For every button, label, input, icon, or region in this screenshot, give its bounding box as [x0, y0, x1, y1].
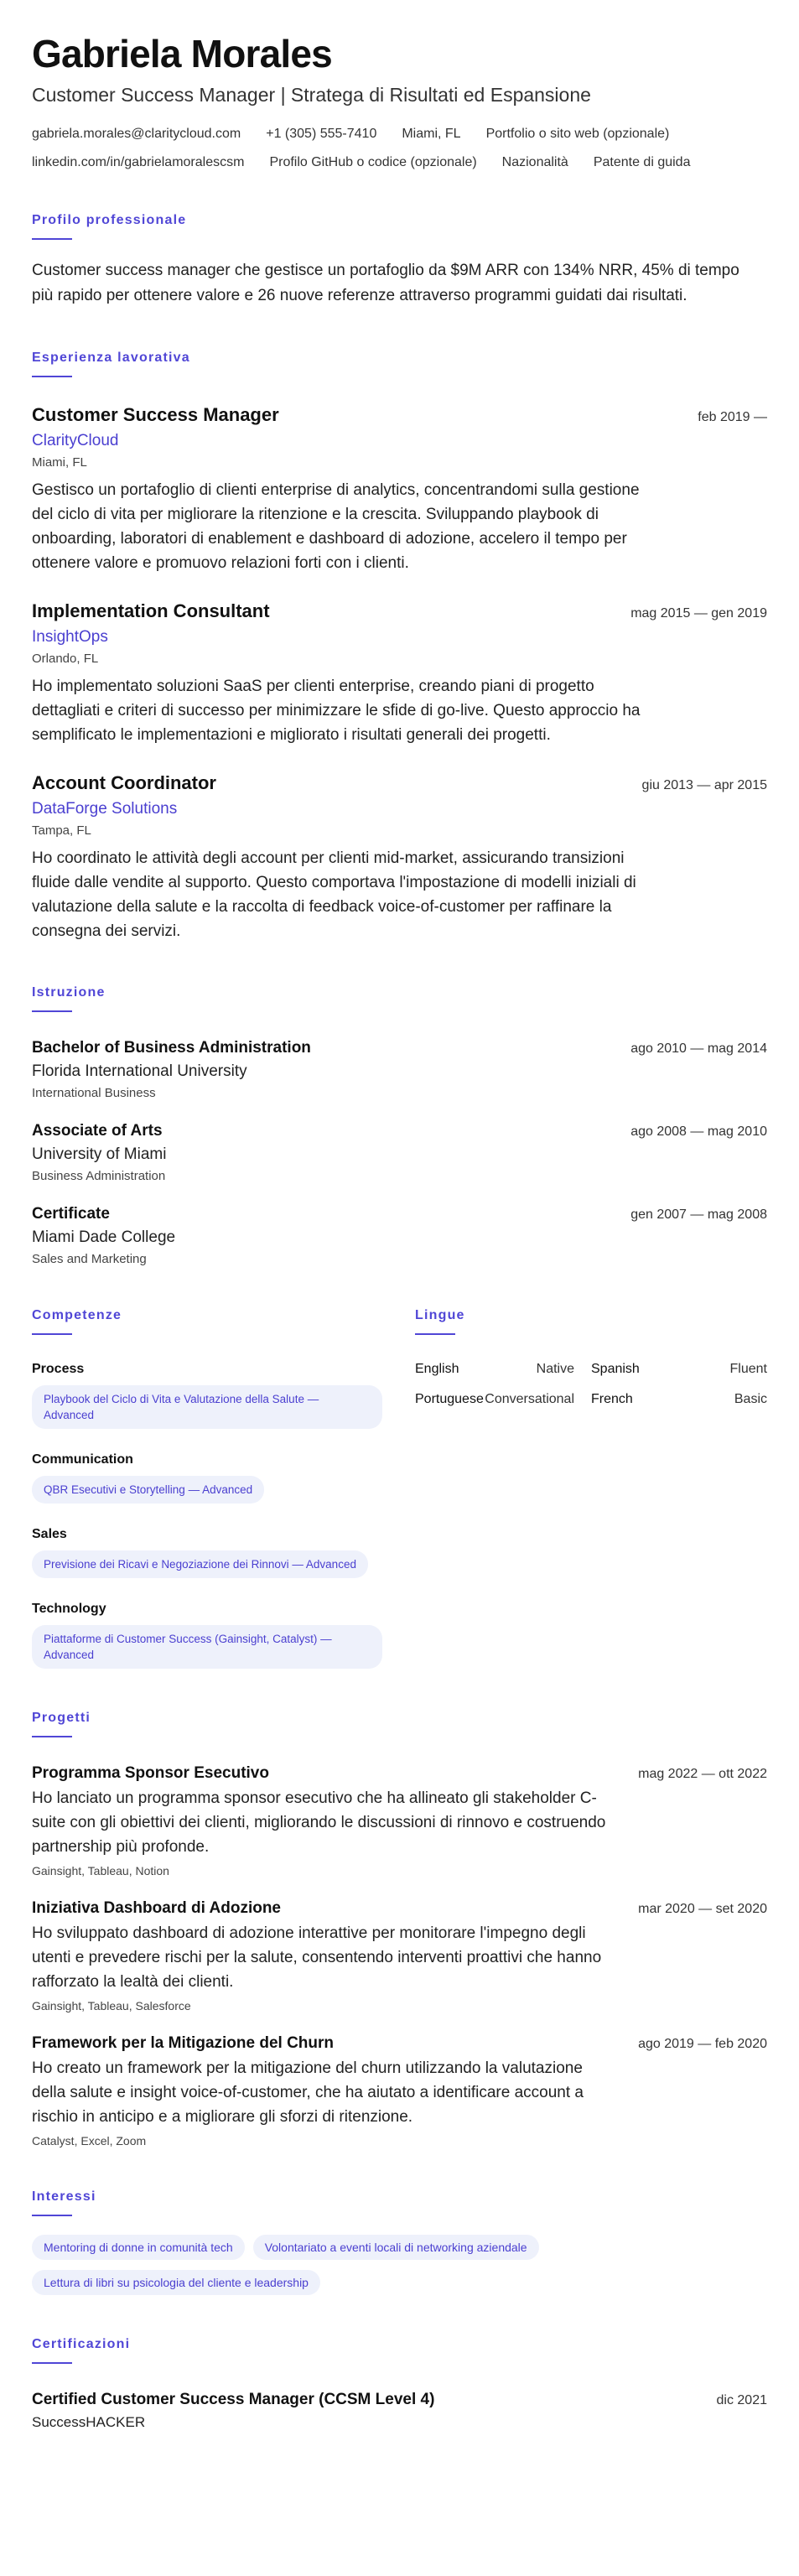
project-entry: [32, 2034, 767, 2148]
job-entry: [32, 404, 767, 575]
section-divider: [32, 376, 72, 377]
contact-portfolio[interactable]: Portfolio o sito web (opzionale): [485, 127, 670, 141]
candidate-name: Gabriela Morales: [32, 32, 332, 75]
job-company[interactable]: DataForge Solutions: [32, 800, 178, 818]
interest-pill: Volontariato a eventi locali di networking aziendale: [253, 2235, 539, 2260]
project-date: mar 2020 — set 2020: [638, 1902, 767, 1916]
contact-location: Miami, FL: [402, 127, 461, 141]
job-role: Customer Success Manager: [32, 404, 279, 425]
project-name: Programma Sponsor Esecutivo: [32, 1764, 269, 1782]
contact-github[interactable]: Profilo GitHub o codice (opzionale): [269, 155, 477, 169]
candidate-headline: Customer Success Manager | Stratega di Risultati ed Espansione: [32, 84, 591, 106]
contact-driving-license: Patente di guida: [593, 155, 691, 169]
section-divider: [32, 1010, 72, 1012]
skill-category: Sales: [32, 1527, 67, 1541]
certification-issuer: SuccessHACKER: [32, 2414, 146, 2430]
job-description: Gestisco un portafoglio di clienti enterprise di analytics, concentrandomi sulla gestione del ciclo di vita per migliorare la ritenzione e la crescita. Sviluppando playbook di onboarding, laboratori di enablement e dashboard di adozione, accelero il tempo per ottenere valore e promuovo relazioni forti con i clienti.: [32, 481, 640, 572]
education-date: ago 2008 — mag 2010: [630, 1124, 767, 1139]
certification-date: dic 2021: [716, 2393, 767, 2407]
project-date: mag 2022 — ott 2022: [638, 1767, 767, 1781]
resume-header: [32, 30, 767, 171]
language-item: [415, 1362, 591, 1377]
skill-group: [32, 1527, 382, 1578]
contact-linkedin[interactable]: linkedin.com/in/gabrielamoralescsm: [32, 155, 245, 169]
skill-pill: Previsione dei Ricavi e Negoziazione dei Rinnovi — Advanced: [32, 1550, 368, 1578]
skill-pill: QBR Esecutivi e Storytelling — Advanced: [32, 1476, 264, 1504]
interest-pill: Mentoring di donne in comunità tech: [32, 2235, 245, 2260]
job-role: Account Coordinator: [32, 772, 216, 793]
language-level: Conversational: [485, 1392, 574, 1406]
job-date: feb 2019 —: [698, 410, 767, 424]
language-item: [591, 1362, 767, 1377]
job-description: Ho coordinato le attività degli account per clienti mid-market, assicurando transizioni fluide dalle vendite al supporto. Questo comportava l'impostazione di modelli iniziali di valutazione della salute e la raccolta di feedback voice-of-customer per raffinare la consegna dei servizi.: [32, 849, 636, 940]
job-company[interactable]: ClarityCloud: [32, 432, 119, 449]
section-divider: [32, 2215, 72, 2216]
education-field: Business Administration: [32, 1169, 166, 1183]
education-date: ago 2010 — mag 2014: [630, 1041, 767, 1056]
section-divider: [415, 1333, 455, 1335]
education-school: Florida International University: [32, 1062, 247, 1080]
language-list: [415, 1362, 767, 1407]
section-divider: [32, 1736, 72, 1737]
section-title: Interessi: [32, 2189, 96, 2204]
education-section: [32, 985, 767, 1266]
contact-list: [32, 126, 753, 171]
education-field: International Business: [32, 1086, 156, 1100]
education-degree: Certificate: [32, 1205, 110, 1223]
job-entry: [32, 600, 767, 747]
skill-group: [32, 1452, 382, 1504]
education-entry: [32, 1205, 767, 1266]
section-divider: [32, 1333, 72, 1335]
summary-section: [32, 213, 767, 309]
project-tech: Catalyst, Excel, Zoom: [32, 2134, 147, 2148]
section-title: Competenze: [32, 1308, 122, 1322]
language-name: French: [591, 1392, 633, 1406]
project-description: Ho creato un framework per la mitigazione del churn utilizzando la valutazione della salute e insight voice-of-customer, che ha aiutato a identificare account a rischio in anticipo e a migliorare gli sforzi di ritenzione.: [32, 2059, 584, 2126]
language-level: Fluent: [729, 1362, 767, 1376]
skill-category: Communication: [32, 1452, 133, 1467]
language-item: [591, 1392, 767, 1407]
project-date: ago 2019 — feb 2020: [638, 2037, 767, 2051]
languages-section: [415, 1308, 767, 1669]
project-entry: [32, 1764, 767, 1877]
education-entry: [32, 1039, 767, 1100]
language-item: [415, 1392, 591, 1407]
job-date: giu 2013 — apr 2015: [641, 778, 767, 792]
job-date: mag 2015 — gen 2019: [630, 606, 767, 621]
certification-name: Certified Customer Success Manager (CCSM Level 4): [32, 2391, 435, 2408]
language-level: Basic: [734, 1392, 767, 1406]
skill-group: [32, 1602, 382, 1669]
section-divider: [32, 238, 72, 240]
project-description: Ho lanciato un programma sponsor esecutivo che ha allineato gli stakeholder C-suite con gli obiettivi dei clienti, migliorando le discussioni di rinnovo e costruendo partnership più profonde.: [32, 1789, 606, 1856]
certifications-section: [32, 2337, 767, 2431]
summary-text: Customer success manager che gestisce un portafoglio da $9M ARR con 134% NRR, 45% di tempo più rapido per ottenere valore e 26 nuove referenze attraverso programmi guidati dai risultati.: [32, 262, 739, 304]
job-company[interactable]: InsightOps: [32, 628, 108, 646]
section-title: Istruzione: [32, 985, 106, 1000]
project-tech: Gainsight, Tableau, Notion: [32, 1864, 169, 1877]
section-title: Esperienza lavorativa: [32, 351, 190, 365]
section-title: Progetti: [32, 1711, 91, 1725]
education-date: gen 2007 — mag 2008: [630, 1208, 767, 1222]
skill-category: Process: [32, 1362, 85, 1376]
skills-section: [32, 1308, 382, 1669]
skill-pill: Piattaforme di Customer Success (Gainsight, Catalyst) — Advanced: [32, 1625, 382, 1669]
job-location: Tampa, FL: [32, 823, 91, 838]
project-name: Framework per la Mitigazione del Churn: [32, 2034, 335, 2052]
education-school: Miami Dade College: [32, 1228, 176, 1246]
education-school: University of Miami: [32, 1145, 167, 1163]
language-name: Spanish: [591, 1362, 640, 1376]
contact-phone[interactable]: +1 (305) 555-7410: [266, 127, 377, 141]
language-name: English: [415, 1362, 459, 1376]
section-title: Profilo professionale: [32, 213, 187, 227]
section-divider: [32, 2362, 72, 2364]
language-level: Native: [536, 1362, 574, 1376]
language-name: Portuguese: [415, 1392, 484, 1406]
skill-group: [32, 1362, 382, 1429]
job-description: Ho implementato soluzioni SaaS per clienti enterprise, creando piani di progetto dettagliati e criteri di successo per minimizzare le sfide di go-live. Questo approccio ha semplificato le implementazioni e migliorato i risultati generali dei progetti.: [32, 678, 641, 744]
job-location: Orlando, FL: [32, 652, 99, 666]
contact-email[interactable]: gabriela.morales@claritycloud.com: [32, 127, 241, 141]
experience-section: [32, 351, 767, 943]
project-entry: [32, 1899, 767, 2012]
interest-list: [32, 2235, 753, 2295]
section-title: Certificazioni: [32, 2337, 131, 2351]
education-field: Sales and Marketing: [32, 1252, 147, 1266]
certification-entry: [32, 2391, 767, 2431]
project-tech: Gainsight, Tableau, Salesforce: [32, 1999, 191, 2012]
skill-category: Technology: [32, 1602, 106, 1616]
interest-pill: Lettura di libri su psicologia del cliente e leadership: [32, 2270, 320, 2295]
project-description: Ho sviluppato dashboard di adozione interattive per monitorare l'impegno degli utenti e prevedere rischi per la salute, consentendo interventi proattivi che hanno rafforzato la lealtà dei clienti.: [32, 1924, 602, 1991]
interests-section: [32, 2189, 767, 2295]
projects-section: [32, 1711, 767, 2148]
project-name: Iniziativa Dashboard di Adozione: [32, 1899, 281, 1917]
skill-pill: Playbook del Ciclo di Vita e Valutazione della Salute — Advanced: [32, 1385, 382, 1429]
job-entry: [32, 772, 767, 943]
education-degree: Bachelor of Business Administration: [32, 1039, 311, 1057]
skills-languages-row: [32, 1308, 767, 1669]
job-location: Miami, FL: [32, 455, 87, 470]
job-role: Implementation Consultant: [32, 600, 270, 621]
education-entry: [32, 1122, 767, 1183]
section-title: Lingue: [415, 1308, 465, 1322]
education-degree: Associate of Arts: [32, 1122, 163, 1140]
contact-nationality: Nazionalità: [501, 155, 568, 169]
